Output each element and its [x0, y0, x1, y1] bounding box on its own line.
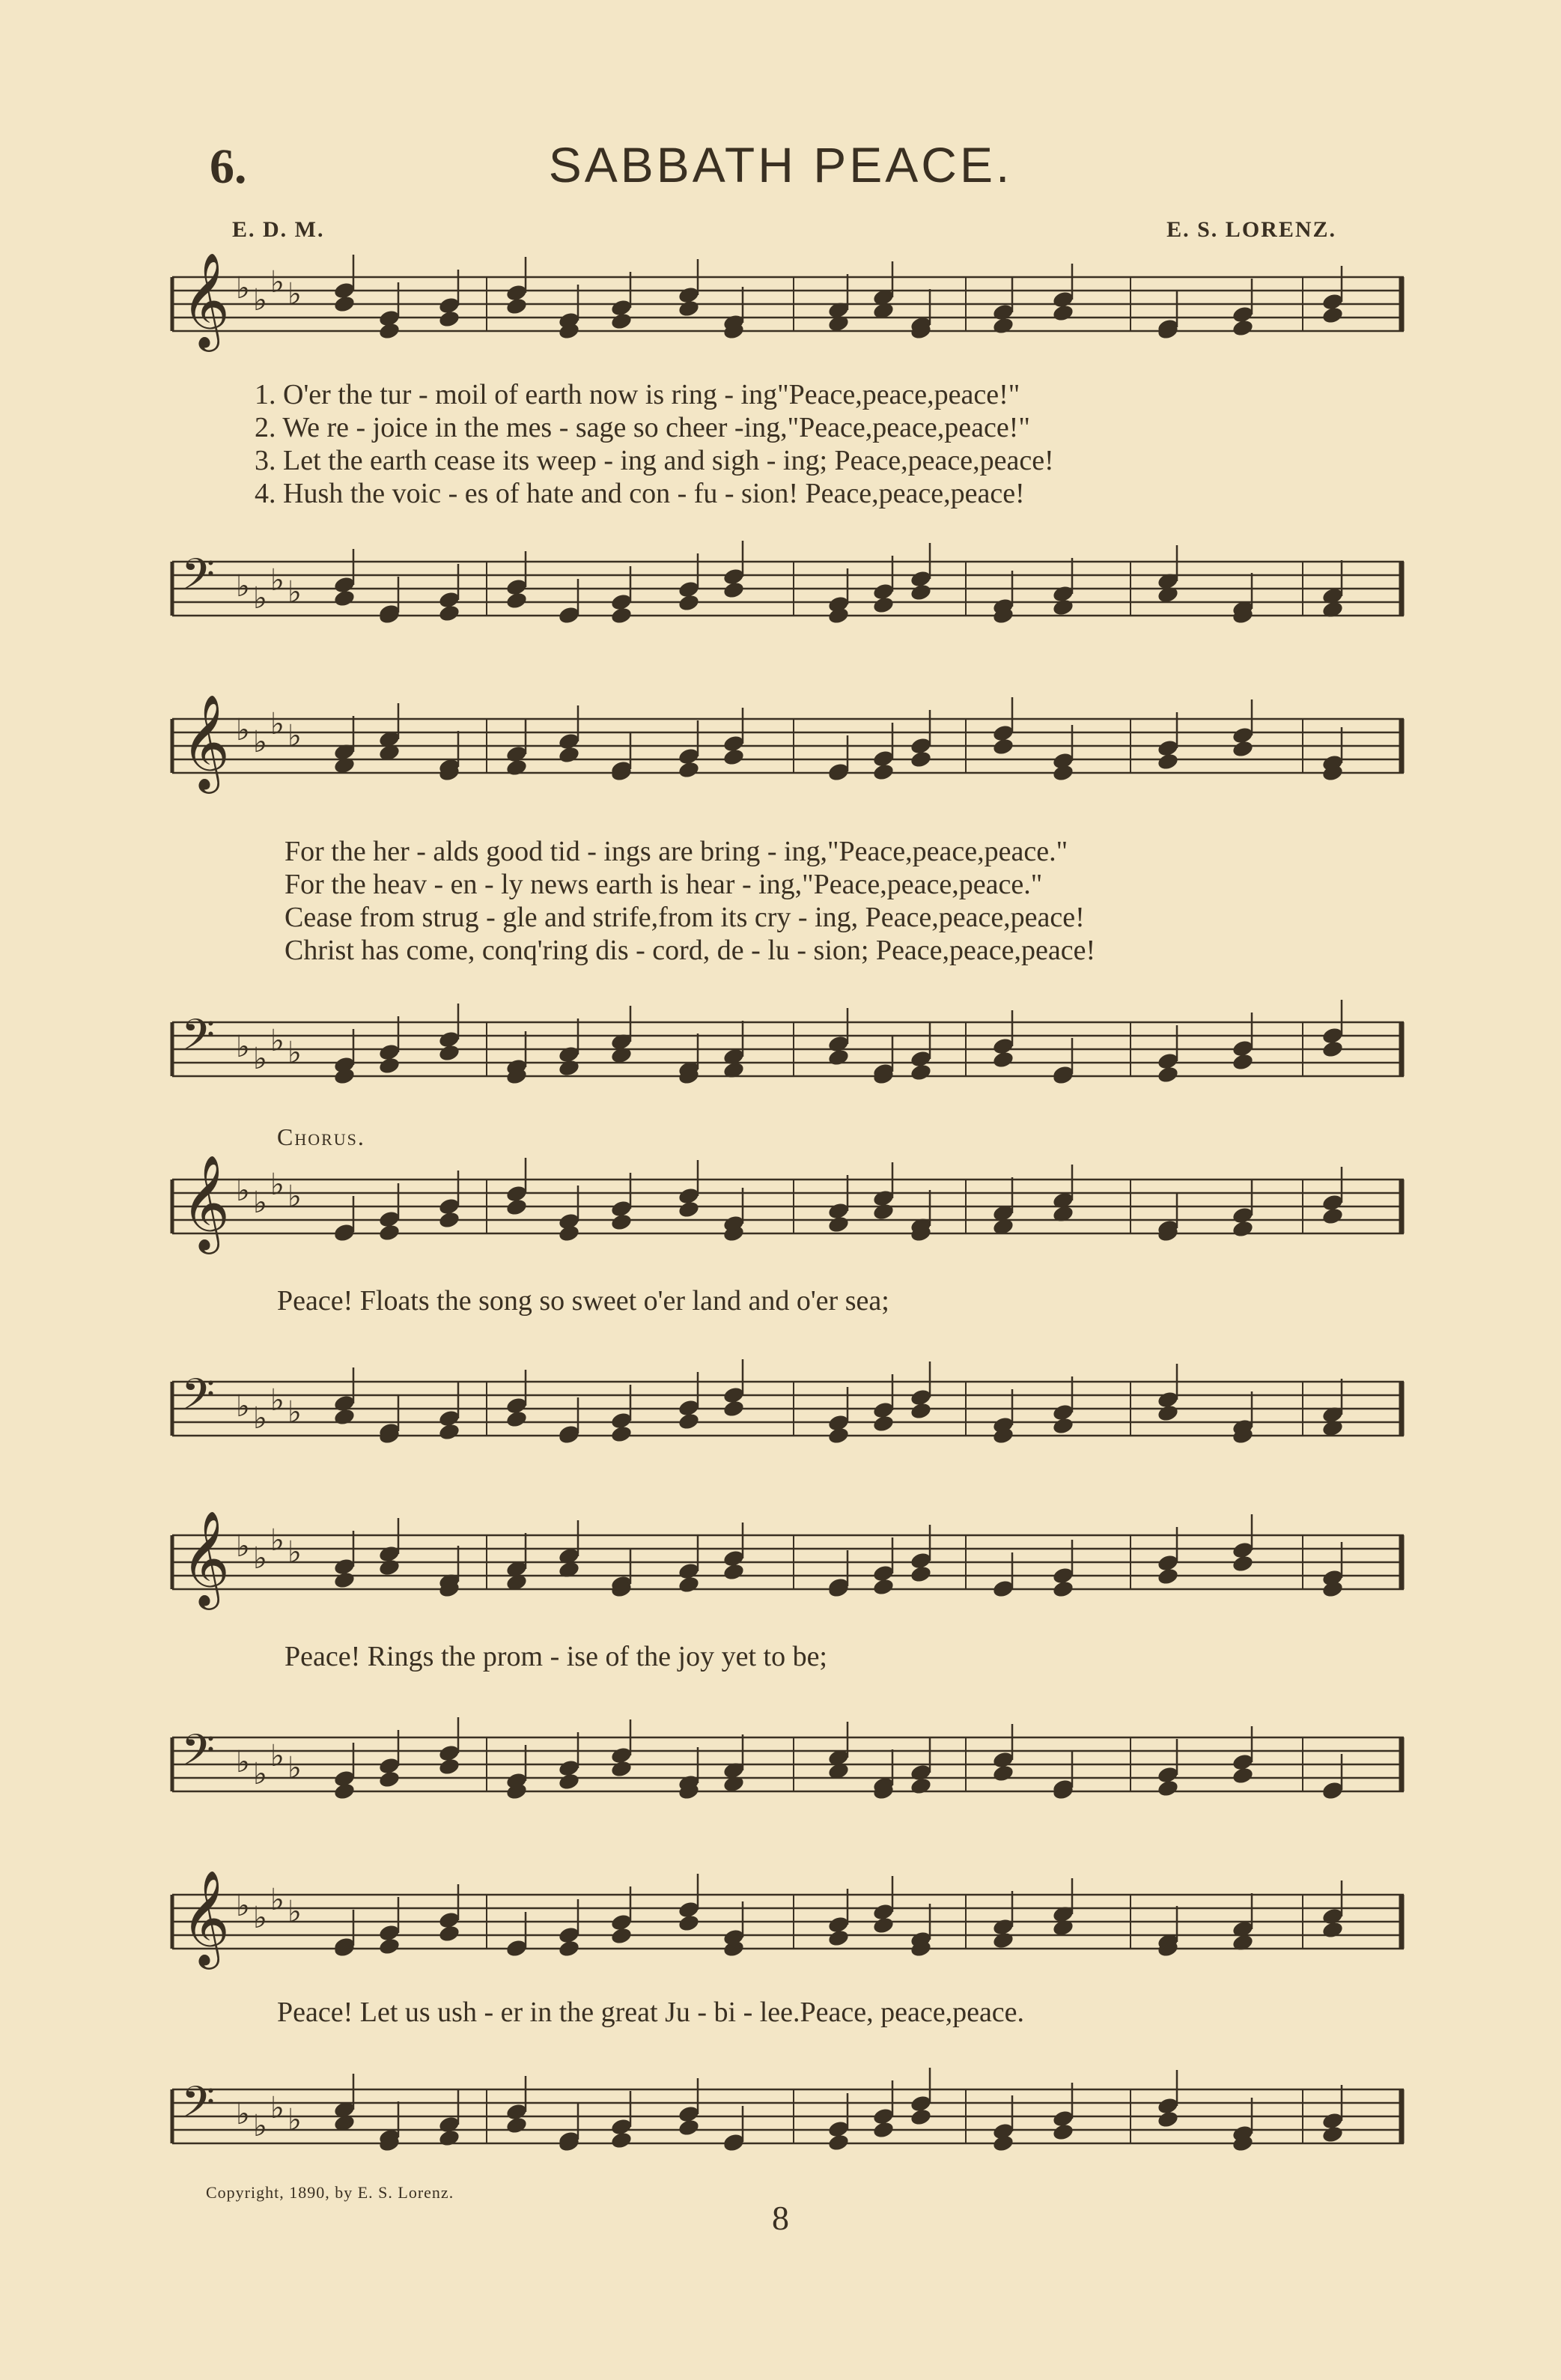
page-number: 8 — [772, 2199, 789, 2237]
svg-text:♭: ♭ — [287, 1751, 302, 1785]
staff-bass-5 — [165, 2067, 1411, 2164]
svg-text:♭: ♭ — [236, 569, 250, 604]
svg-text:𝄞: 𝄞 — [181, 1869, 231, 1965]
svg-text:♭: ♭ — [270, 2091, 284, 2125]
svg-text:𝄢: 𝄢 — [181, 1725, 216, 1786]
svg-text:♭: ♭ — [287, 1895, 302, 1929]
svg-text:♭: ♭ — [253, 1186, 267, 1220]
verse-line: For the heav - en - ly news earth is hear - ing,"Peace,peace,peace." — [284, 869, 1043, 900]
svg-text:♭: ♭ — [287, 277, 302, 312]
copyright-notice: Copyright, 1890, by E. S. Lorenz. — [206, 2183, 454, 2202]
svg-text:♭: ♭ — [287, 1180, 302, 1214]
svg-text:♭: ♭ — [253, 283, 267, 318]
verse-line: Christ has come, conq'ring dis - cord, de - lu - sion; Peace,peace,peace! — [284, 935, 1096, 966]
hymn-number: 6. — [210, 139, 247, 194]
chorus-line: Peace! Let us ush - er in the great Ju - bi - lee.Peace, peace,peace. — [277, 1997, 1025, 2028]
staff-treble-3 — [165, 1154, 1411, 1254]
staff-treble-4 — [165, 1510, 1411, 1610]
svg-text:♭: ♭ — [236, 1889, 250, 1923]
verse-line: Cease from strug - gle and strife,from its cry - ing, Peace,peace,peace! — [284, 902, 1085, 933]
verse-line: For the her - alds good tid - ings are bring - ing,"Peace,peace,peace." — [284, 836, 1068, 867]
svg-text:♭: ♭ — [236, 1529, 250, 1564]
verse-line: 1. O'er the tur - moil of earth now is ring - ing"Peace,peace,peace!" — [255, 379, 1020, 410]
svg-text:♭: ♭ — [287, 575, 302, 610]
verse-line: 4. Hush the voic - es of hate and con - fu - sion! Peace,peace,peace! — [255, 478, 1025, 509]
svg-text:♭: ♭ — [287, 1535, 302, 1570]
verse-line: 3. Let the earth cease its weep - ing and sigh - ing; Peace,peace,peace! — [255, 445, 1054, 476]
chorus-line: Peace! Floats the song so sweet o'er land and o'er sea; — [277, 1285, 889, 1317]
svg-text:♭: ♭ — [270, 707, 284, 741]
svg-text:𝄞: 𝄞 — [181, 1154, 231, 1250]
hymn-title: SABBATH PEACE. — [548, 137, 1013, 192]
chorus-label: Chorus. — [277, 1123, 365, 1150]
verse-block-1 — [255, 378, 1393, 510]
svg-text:𝄢: 𝄢 — [181, 1010, 216, 1071]
svg-text:♭: ♭ — [253, 1401, 267, 1436]
svg-text:♭: ♭ — [236, 1745, 250, 1779]
verse-line: 2. We re - joice in the mes - sage so cheer -ing,"Peace,peace,peace!" — [255, 412, 1030, 443]
verse-block-2 — [284, 835, 1378, 967]
svg-text:♭: ♭ — [270, 265, 284, 300]
svg-text:♭: ♭ — [253, 1757, 267, 1791]
svg-text:♭: ♭ — [253, 1541, 267, 1576]
svg-text:♭: ♭ — [270, 563, 284, 598]
svg-text:𝄞: 𝄞 — [181, 1510, 231, 1606]
svg-text:♭: ♭ — [270, 1883, 284, 1917]
staff-bass-2 — [165, 1000, 1411, 1097]
svg-text:♭: ♭ — [270, 1523, 284, 1558]
chorus-line: Peace! Rings the prom - ise of the joy yet to be; — [284, 1641, 827, 1672]
staff-treble-2 — [165, 693, 1411, 794]
svg-text:♭: ♭ — [287, 1036, 302, 1070]
music-credit: E. S. LORENZ. — [1166, 217, 1336, 242]
svg-text:𝄢: 𝄢 — [181, 549, 216, 610]
svg-text:♭: ♭ — [236, 271, 250, 306]
svg-text:♭: ♭ — [270, 1383, 284, 1418]
staff-bass-3 — [165, 1359, 1411, 1457]
svg-text:♭: ♭ — [236, 1174, 250, 1208]
svg-text:♭: ♭ — [236, 1389, 250, 1424]
svg-text:𝄢: 𝄢 — [181, 1369, 216, 1430]
svg-text:♭: ♭ — [236, 713, 250, 747]
svg-text:𝄞: 𝄞 — [181, 252, 231, 347]
svg-text:♭: ♭ — [236, 2097, 250, 2131]
svg-text:♭: ♭ — [287, 719, 302, 753]
staff-bass-1 — [165, 539, 1411, 637]
svg-text:♭: ♭ — [270, 1168, 284, 1202]
svg-text:♭: ♭ — [253, 581, 267, 616]
svg-text:♭: ♭ — [270, 1739, 284, 1773]
svg-text:♭: ♭ — [253, 725, 267, 759]
staff-treble-5 — [165, 1869, 1411, 1970]
svg-text:♭: ♭ — [287, 1395, 302, 1430]
svg-text:𝄞: 𝄞 — [181, 693, 231, 789]
staff-treble-1 — [165, 252, 1411, 352]
svg-text:♭: ♭ — [270, 1024, 284, 1058]
svg-text:♭: ♭ — [287, 2103, 302, 2137]
words-credit: E. D. M. — [232, 217, 325, 242]
svg-text:♭: ♭ — [253, 1042, 267, 1076]
svg-text:♭: ♭ — [253, 2109, 267, 2143]
svg-text:♭: ♭ — [236, 1030, 250, 1064]
staff-bass-4 — [165, 1715, 1411, 1812]
svg-text:𝄢: 𝄢 — [181, 2077, 216, 2138]
svg-text:♭: ♭ — [253, 1901, 267, 1935]
